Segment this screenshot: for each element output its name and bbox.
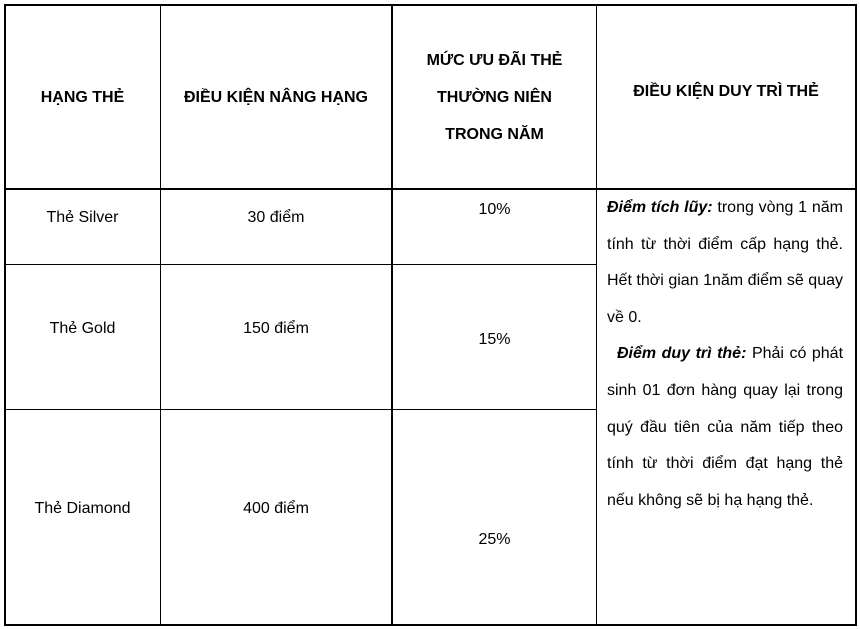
header-maintain-condition (597, 6, 855, 176)
table-row-gold-discount (393, 320, 596, 360)
discount-gold: 15% (478, 331, 511, 348)
rank-gold: Thẻ Gold (49, 320, 116, 337)
maintain-condition-cell (607, 190, 843, 519)
table-row-diamond-rank (6, 410, 159, 608)
accumulated-points-paragraph (607, 190, 843, 336)
accumulated-points-label: Điểm tích lũy: (607, 199, 713, 216)
maintain-points-label: Điểm duy trì thẻ: (617, 345, 747, 363)
table-row-diamond-points (161, 410, 391, 608)
table-row-silver-rank (6, 190, 159, 246)
table-row-silver-discount (393, 190, 596, 230)
header-benefit (393, 6, 596, 188)
discount-silver: 10% (478, 201, 511, 218)
header-rank (6, 6, 159, 188)
rank-diamond: Thẻ Diamond (34, 500, 131, 517)
header-maintain-condition-label: ĐIỀU KIỆN DUY TRÌ THẺ (633, 82, 819, 100)
points-gold: 150 điểm (243, 320, 309, 337)
header-upgrade-condition (161, 6, 391, 188)
table-row-gold-rank (6, 266, 159, 392)
table-border-right (855, 4, 857, 626)
accumulated-points-text: trong vòng 1 năm tính từ thời điểm cấp hạng thẻ. Hết thời gian 1năm điểm sẽ quay về 0. (607, 199, 843, 326)
points-silver: 30 điểm (247, 209, 305, 226)
table-row-gold-points (161, 266, 391, 392)
table-border-bottom (4, 624, 857, 626)
row-divider-1 (4, 264, 596, 265)
points-diamond: 400 điểm (243, 500, 309, 517)
rank-silver: Thẻ Silver (46, 209, 119, 226)
header-benefit-line3: TRONG NĂM (445, 125, 544, 143)
table-row-diamond-discount (393, 520, 596, 560)
header-benefit-line1: MỨC ƯU ĐÃI THẺ (426, 51, 563, 69)
maintain-points-text: Phải có phát sinh 01 đơn hàng quay lại trong quý đầu tiên của năm tiếp theo tính từ thời điểm đạt hạng thẻ nếu không sẽ bị hạ hạng thẻ. (607, 345, 844, 509)
header-upgrade-condition-label: ĐIỀU KIỆN NÂNG HẠNG (183, 88, 368, 106)
maintain-points-paragraph (607, 336, 843, 519)
header-rank-label: HẠNG THẺ (40, 88, 125, 106)
table-row-silver-points (161, 190, 391, 246)
header-benefit-line2: THƯỜNG NIÊN (437, 88, 552, 106)
discount-diamond: 25% (478, 531, 511, 548)
